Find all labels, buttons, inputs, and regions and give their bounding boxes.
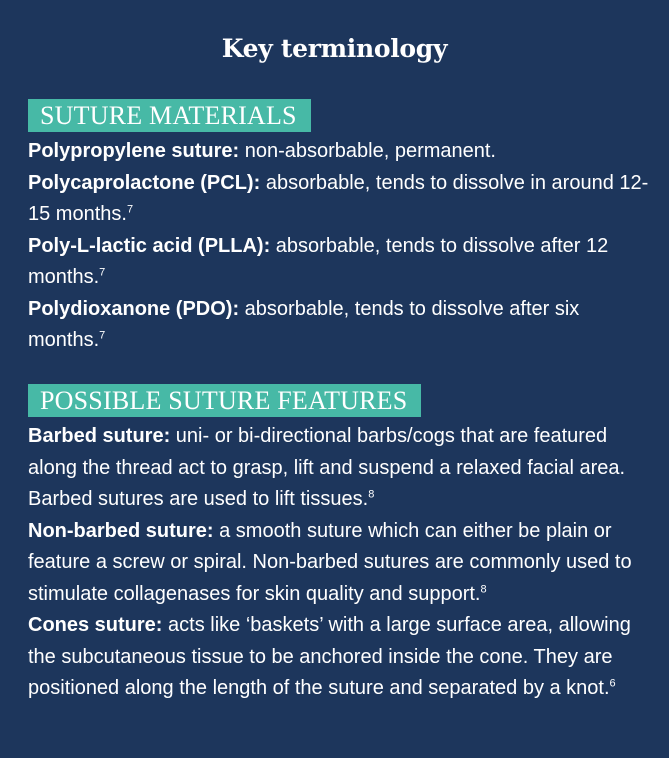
term-label: Polypropylene suture:: [28, 140, 240, 162]
term-entry-non-barbed: [28, 516, 649, 611]
term-label: Poly-L-lactic acid (PLLA):: [28, 234, 271, 257]
reference-number: 6: [609, 677, 616, 690]
section-possible-suture-features: [28, 384, 649, 705]
term-label: Polycaprolactone (PCL):: [28, 171, 261, 194]
term-entry-polypropylene: [28, 136, 649, 168]
term-definition: uni- or bi-directional barbs/cogs that are featured along the thread act to grasp, lift and suspend a relaxed facial area. Barbed sutures are used to lift tissues.: [28, 425, 626, 510]
term-definition: acts like ‘baskets’ with a large surface area, allowing the subcutaneous tissue to be anchored inside the cone. They are positioned along the length of the suture and separated by a knot.: [28, 614, 631, 699]
term-definition: non-absorbable, permanent.: [239, 140, 496, 162]
term-entry-pcl: [28, 168, 649, 231]
reference-number: 7: [99, 329, 106, 342]
reference-number: 8: [480, 582, 487, 595]
term-label: Polydioxanone (PDO):: [28, 297, 240, 320]
term-label: Non-barbed suture:: [28, 519, 214, 542]
section-suture-materials: [28, 99, 649, 357]
reference-number: 7: [99, 266, 106, 279]
term-definition: absorbable, tends to dissolve after 12 months.: [28, 234, 609, 288]
page-title: Key terminology: [221, 34, 448, 63]
section-heading: SUTURE MATERIALS: [28, 99, 311, 132]
term-entry-barbed: [28, 421, 649, 516]
term-entry-pdo: [28, 294, 649, 357]
term-entry-plla: [28, 231, 649, 294]
term-label: Cones suture:: [28, 614, 163, 636]
term-definition: absorbable, tends to dissolve in around 12-15 months.: [28, 171, 649, 225]
term-definition: a smooth suture which can either be plain or feature a screw or spiral. Non-barbed sutures are commonly used to stimulate collagenases for skin quality and support.: [28, 519, 632, 605]
term-definition: absorbable, tends to dissolve after six months.: [28, 297, 580, 351]
section-heading: POSSIBLE SUTURE FEATURES: [28, 384, 421, 417]
term-entry-cones: [28, 610, 649, 705]
reference-number: 7: [126, 203, 134, 216]
term-label: Barbed suture:: [28, 425, 171, 447]
reference-number: 8: [368, 488, 375, 501]
